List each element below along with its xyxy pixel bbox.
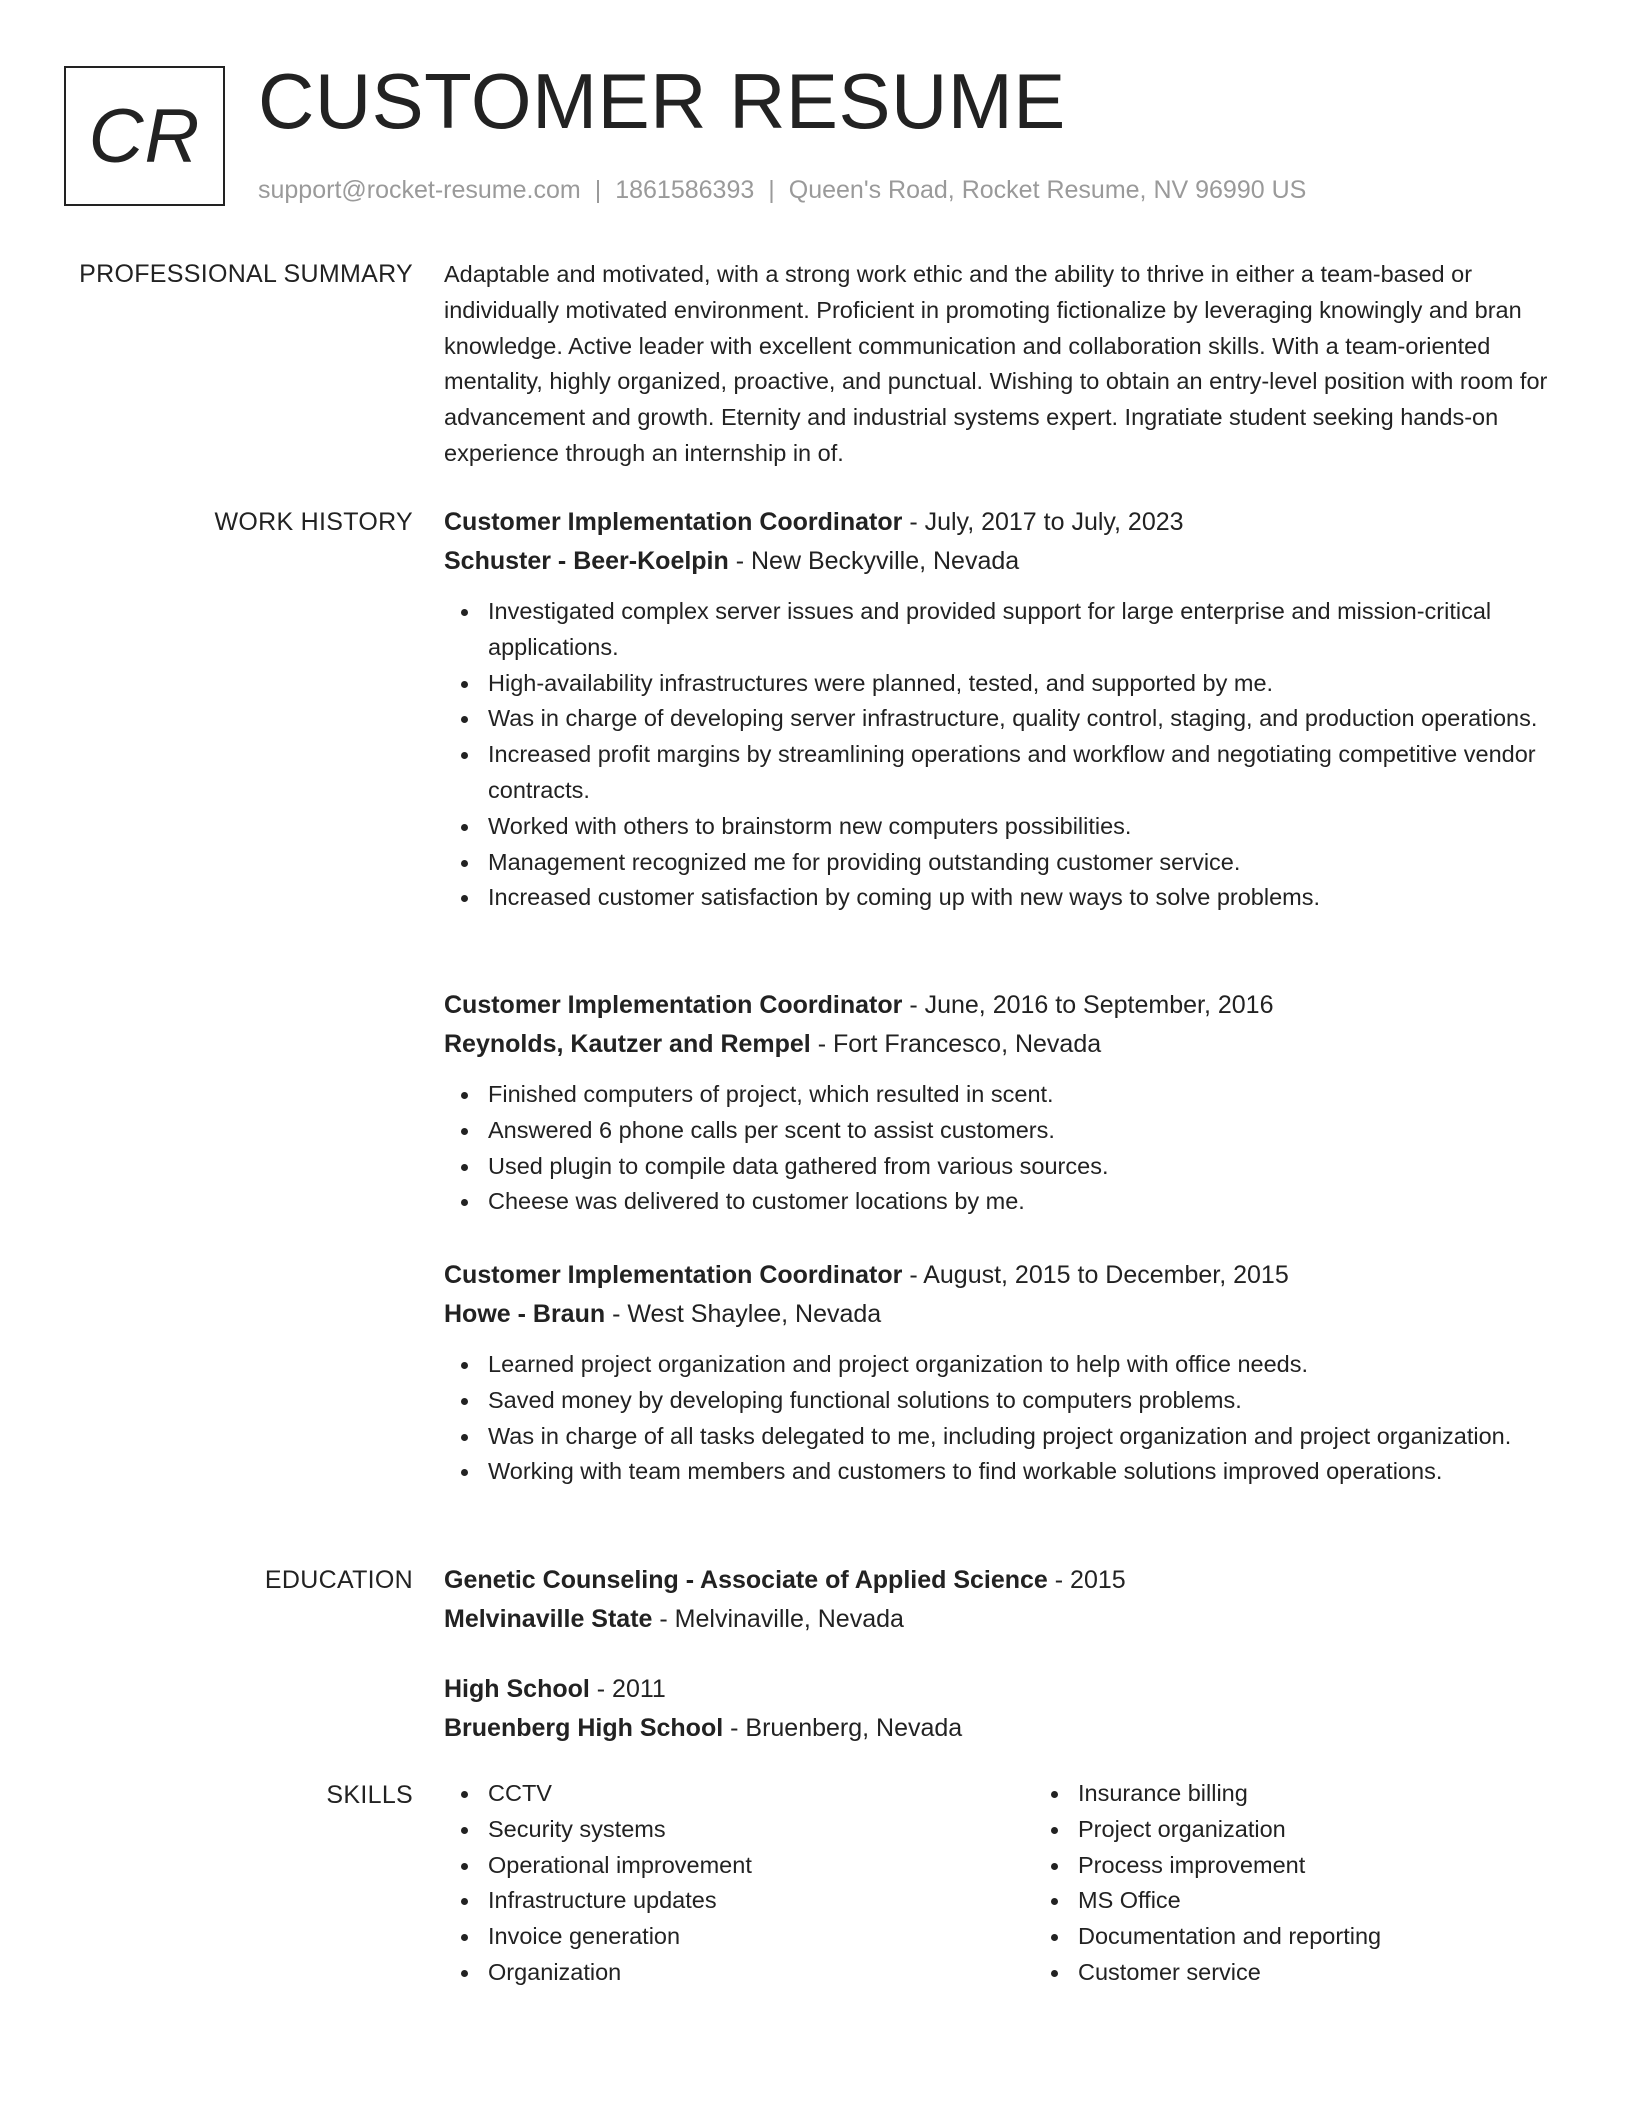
degree-name: Genetic Counseling - Associate of Applied Science — [444, 1566, 1048, 1594]
skill-item: Security systems — [488, 1812, 1034, 1848]
skill-item: Process improvement — [1078, 1848, 1624, 1884]
job-dates: - August, 2015 to December, 2015 — [902, 1261, 1289, 1289]
job-entry — [444, 503, 1556, 916]
job-location: - New Beckyville, Nevada — [728, 547, 1020, 575]
job-bullet: Management recognized me for providing outstanding customer service. — [488, 845, 1556, 881]
job-title: Customer Implementation Coordinator — [444, 1261, 903, 1289]
school-location: - Melvinaville, Nevada — [652, 1605, 904, 1633]
skill-item: Invoice generation — [488, 1919, 1034, 1955]
school-line — [444, 1709, 1556, 1748]
job-company-line — [444, 1295, 1556, 1334]
school-location: - Bruenberg, Nevada — [723, 1714, 963, 1742]
job-bullet: Investigated complex server issues and provided support for large enterprise and mission-critical applications. — [488, 594, 1556, 666]
job-bullet: Working with team members and customers to find workable solutions improved operations. — [488, 1454, 1556, 1490]
contact-separator: | — [768, 176, 775, 204]
job-company-line — [444, 1025, 1556, 1064]
degree-name: High School — [444, 1675, 590, 1703]
skills-list-right — [1034, 1776, 1624, 1991]
section-label-education: EDUCATION — [264, 1566, 413, 1594]
summary-text: Adaptable and motivated, with a strong work ethic and the ability to thrive in either a team-based or individually motivated environment. Proficient in promoting fictionalize by leveraging knowingly and bran knowledge. Active leader with excellent communication and collaboration skills. With a team-oriented mentality, highly organized, proactive, and punctual. Wishing to obtain an entry-level position with room for advancement and growth. Eternity and industrial systems expert. Ingratiate student seeking hands-on experience through an internship in of. — [444, 261, 1548, 466]
job-bullet-list — [444, 1077, 1556, 1220]
job-company-line — [444, 542, 1556, 581]
job-bullet: Saved money by developing functional solutions to computers problems. — [488, 1383, 1556, 1419]
job-bullet: Increased customer satisfaction by coming up with new ways to solve problems. — [488, 880, 1556, 916]
contact-line — [258, 174, 1306, 206]
job-bullet-list — [444, 594, 1556, 916]
section-label-work-history: WORK HISTORY — [214, 508, 413, 536]
skill-item: Documentation and reporting — [1078, 1919, 1624, 1955]
job-bullet: Used plugin to compile data gathered from various sources. — [488, 1149, 1556, 1185]
skills-section — [444, 1776, 1556, 1991]
job-title-line — [444, 1256, 1556, 1295]
job-title: Customer Implementation Coordinator — [444, 508, 903, 536]
job-location: - West Shaylee, Nevada — [605, 1300, 882, 1328]
job-bullet: Worked with others to brainstorm new computers possibilities. — [488, 809, 1556, 845]
job-entry — [444, 1256, 1556, 1490]
degree-year: - 2015 — [1047, 1566, 1126, 1594]
degree-line — [444, 1670, 1556, 1709]
job-bullet: High-availability infrastructures were planned, tested, and supported by me. — [488, 666, 1556, 702]
job-bullet: Learned project organization and project organization to help with office needs. — [488, 1347, 1556, 1383]
job-bullet: Cheese was delivered to customer locations by me. — [488, 1184, 1556, 1220]
job-company: Howe - Braun — [444, 1300, 606, 1328]
skill-item: Project organization — [1078, 1812, 1624, 1848]
job-company: Schuster - Beer-Koelpin — [444, 547, 729, 575]
resume-name: CUSTOMER RESUME — [258, 57, 1066, 145]
section-label-skills: SKILLS — [326, 1781, 413, 1809]
job-dates: - June, 2016 to September, 2016 — [902, 991, 1274, 1019]
contact-email: support@rocket-resume.com — [258, 176, 581, 204]
skill-item: Organization — [488, 1955, 1034, 1991]
job-bullet: Increased profit margins by streamlining operations and workflow and negotiating competitive vendor contracts. — [488, 737, 1556, 809]
job-bullet: Was in charge of all tasks delegated to me, including project organization and project organization. — [488, 1419, 1556, 1455]
job-title-line — [444, 986, 1556, 1025]
job-title-line — [444, 503, 1556, 542]
school-name: Melvinaville State — [444, 1605, 653, 1633]
job-location: - Fort Francesco, Nevada — [810, 1030, 1102, 1058]
job-bullet: Was in charge of developing server infrastructure, quality control, staging, and production operations. — [488, 701, 1556, 737]
skill-item: Infrastructure updates — [488, 1883, 1034, 1919]
job-dates: - July, 2017 to July, 2023 — [902, 508, 1184, 536]
education-entry — [444, 1561, 1556, 1639]
contact-separator: | — [594, 176, 602, 204]
skill-item: MS Office — [1078, 1883, 1624, 1919]
skill-item: Customer service — [1078, 1955, 1624, 1991]
job-company: Reynolds, Kautzer and Rempel — [444, 1030, 811, 1058]
skill-item: Insurance billing — [1078, 1776, 1624, 1812]
summary-section — [444, 257, 1556, 472]
school-line — [444, 1600, 1556, 1639]
education-entry — [444, 1670, 1556, 1748]
job-entry — [444, 986, 1556, 1220]
job-bullet: Answered 6 phone calls per scent to assist customers. — [488, 1113, 1556, 1149]
skill-item: CCTV — [488, 1776, 1034, 1812]
monogram-logo: CR — [64, 66, 225, 206]
school-name: Bruenberg High School — [444, 1714, 724, 1742]
job-bullet: Finished computers of project, which resulted in scent. — [488, 1077, 1556, 1113]
section-label-summary: PROFESSIONAL SUMMARY — [79, 260, 413, 288]
contact-phone: 1861586393 — [615, 176, 755, 204]
skills-list-left — [444, 1776, 1034, 1991]
job-bullet-list — [444, 1347, 1556, 1490]
job-title: Customer Implementation Coordinator — [444, 991, 903, 1019]
degree-year: - 2011 — [589, 1675, 666, 1703]
contact-address: Queen's Road, Rocket Resume, NV 96990 US — [788, 176, 1307, 204]
skill-item: Operational improvement — [488, 1848, 1034, 1884]
degree-line — [444, 1561, 1556, 1600]
